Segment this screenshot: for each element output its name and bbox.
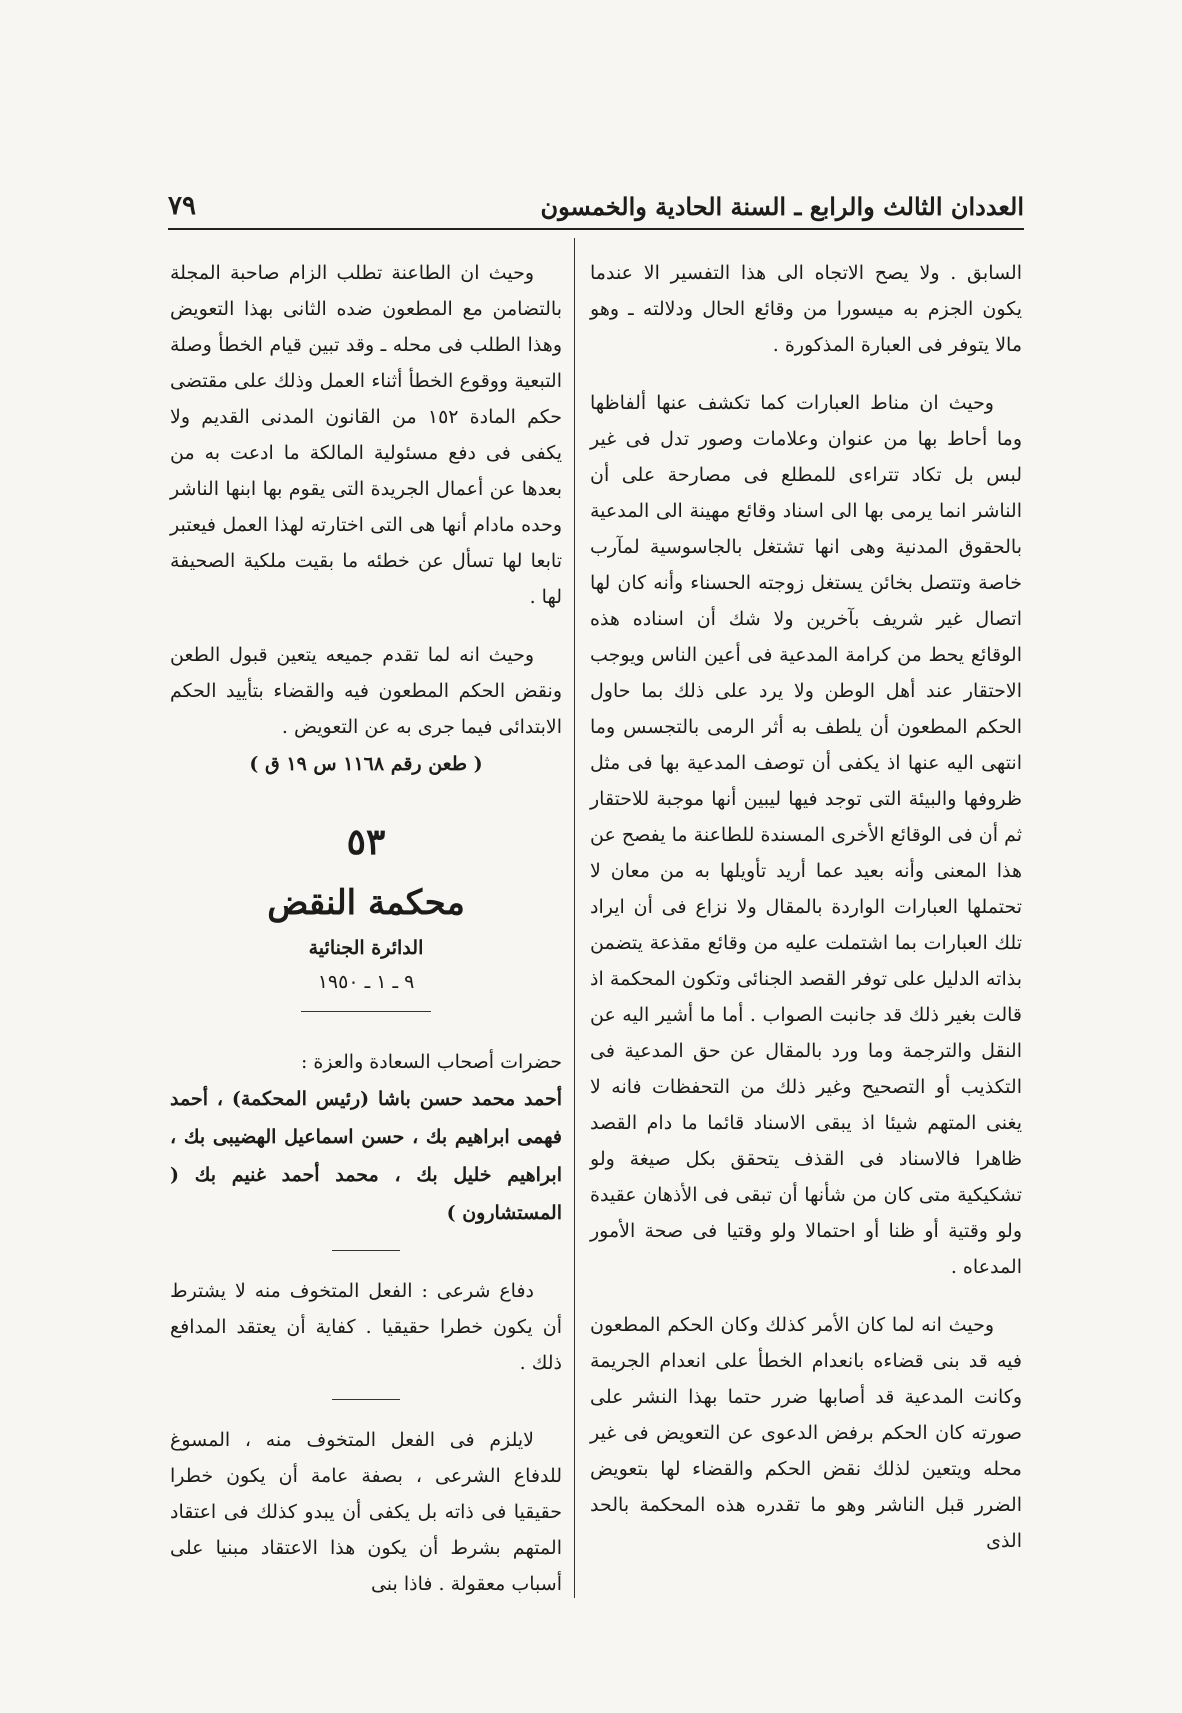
date-rule — [301, 1011, 431, 1012]
headnote: دفاع شرعى : الفعل المتخوف منه لا يشترط أن يكون خطرا حقيقيا . كفاية أن يعتقد المدافع ذلك . — [170, 1280, 562, 1374]
section-rule — [332, 1250, 400, 1251]
column-divider — [574, 238, 575, 1598]
paragraph: وحيث انه لما تقدم جميعه يتعين قبول الطعن ونقض الحكم المطعون فيه والقضاء بتأييد الحكم الابتدائى فيما جرى به عن التعويض . — [170, 644, 562, 738]
left-column — [170, 255, 562, 1602]
page-number: ٧٩ — [168, 191, 196, 221]
page-header — [168, 186, 1024, 226]
case-number: ٥٣ — [346, 821, 386, 863]
section-rule — [332, 1399, 400, 1400]
judges-list: أحمد محمد حسن باشا (رئيس المحكمة) ، أحمد فهمى ابراهيم بك ، حسن اسماعيل الهضيبى بك ، ابراهيم خليل بك ، محمد أحمد غنيم بك ( المستشارون ) — [170, 1088, 562, 1224]
chamber-name: الدائرة الجنائية — [308, 937, 424, 959]
paragraph: وحيث انه لما كان الأمر كذلك وكان الحكم المطعون فيه قد بنى قضاءه بانعدام الخطأ على انعدام الجريمة وكانت المدعية قد أصابها ضرر حتما بهذا النشر على صورته كان الحكم برفض الدعوى عن التعويض فى غير محله ويتعين لذلك نقض الحكم والقضاء لها بتعويض الضرر قبل الناشر وهو ما تقدره هذه المحكمة بالحد الذى — [590, 1314, 1022, 1552]
right-column — [590, 255, 1022, 1559]
header-rule — [168, 228, 1024, 230]
judges-heading: حضرات أصحاب السعادة والعزة : — [300, 1051, 562, 1073]
appeal-reference: ( طعن رقم ١١٦٨ س ١٩ ق ) — [249, 753, 483, 775]
paragraph: وحيث ان مناط العبارات كما تكشف عنها ألفاظها وما أحاط بها من عنوان وعلامات وصور تدل فى غير لبس بل تكاد تتراءى للمطلع فى مصارحة على أن الناشر انما يرمى بها الى اسناد وقائع مهينة الى المدعية بالحقوق المدنية وهى انها تشتغل بالجاسوسية لمآرب خاصة وتتصل بخائن يستغل زوجته الحسناء وأنه كان لها اتصال غير شريف بآخرين ولا شك أن اسناده هذه الوقائع يحط من كرامة المدعية فى أعين الناس ويوجب الاحتقار عند أهل الوطن ولا يرد على ذلك بما حاول الحكم المطعون أن يلطف به أثر الرمى بالتجسس وما انتهى اليه عنها اذ يكفى أن توصف المدعية بها فى مثل ظروفها والبيئة التى توجد فيها ليبين أنها موجبة للاحتقار ثم أن فى الوقائع الأخرى المسندة للطاعنة ما يفصح عن هذا المعنى وأنه بعيد عما أريد تأويلها به من معان لا تحتملها العبارات الواردة بالمقال ولا نزاع فى أن ايراد تلك العبارات بما اشتملت عليه من وقائع مقذعة يتضمن بذاته الدليل على توفر القصد الجنائى وتكون المحكمة اذ قالت بغير ذلك قد جانبت الصواب . أما ما أشير اليه عن النقل والترجمة وما ورد بالمقال عن حق المدعية فى التكذيب أو التصحيح وغير ذلك من التحفظات فانه لا يغنى المتهم شيئا اذ يبقى الاسناد قائما ما دام القصد ظاهرا فالاسناد فى القذف يتحقق بكل صيغة ولو تشكيكية متى كان من شأنها أن تبقى فى الأذهان عقيدة ولو وقتية أو ظنا أو احتمالا ولو وقتيا فى صحة الأمور المدعاه . — [590, 392, 1022, 1278]
paragraph: وحيث ان الطاعنة تطلب الزام صاحبة المجلة بالتضامن مع المطعون ضده الثانى بهذا التعويض وهذا الطلب فى محله ـ وقد تبين قيام الخطأ وصلة التبعية ووقوع الخطأ أثناء العمل وذلك على مقتضى حكم المادة ١٥٢ من القانون المدنى القديم ولا يكفى فى دفع مسئولية المالكة ما ادعت به من بعدها عن أعمال الجريدة التى يقوم بها ابنها الناشر وحده مادام أنها هى التى اختارته لهذا العمل فيعتبر تابعا لها تسأل عن خطئه ما بقيت ملكية الصحيفة لها . — [170, 262, 562, 608]
session-date: ٩ ـ ١ ـ ١٩٥٠ — [317, 971, 415, 993]
running-title: العددان الثالث والرابع ـ السنة الحادية والخمسون — [540, 191, 1024, 221]
paragraph: السابق . ولا يصح الاتجاه الى هذا التفسير الا عندما يكون الجزم به ميسورا من وقائع الحال ودلالته ـ وهو مالا يتوفر فى العبارة المذكورة . — [590, 262, 1022, 356]
court-name: محكمة النقض — [267, 883, 465, 923]
ruling-paragraph: لايلزم فى الفعل المتخوف منه ، المسوغ للدفاع الشرعى ، بصفة عامة أن يكون خطرا حقيقيا فى ذاته بل يكفى أن يبدو كذلك فى اعتقاد المتهم بشرط أن يكون هذا الاعتقاد مبنيا على أسباب معقولة . فاذا بنى — [170, 1429, 562, 1595]
